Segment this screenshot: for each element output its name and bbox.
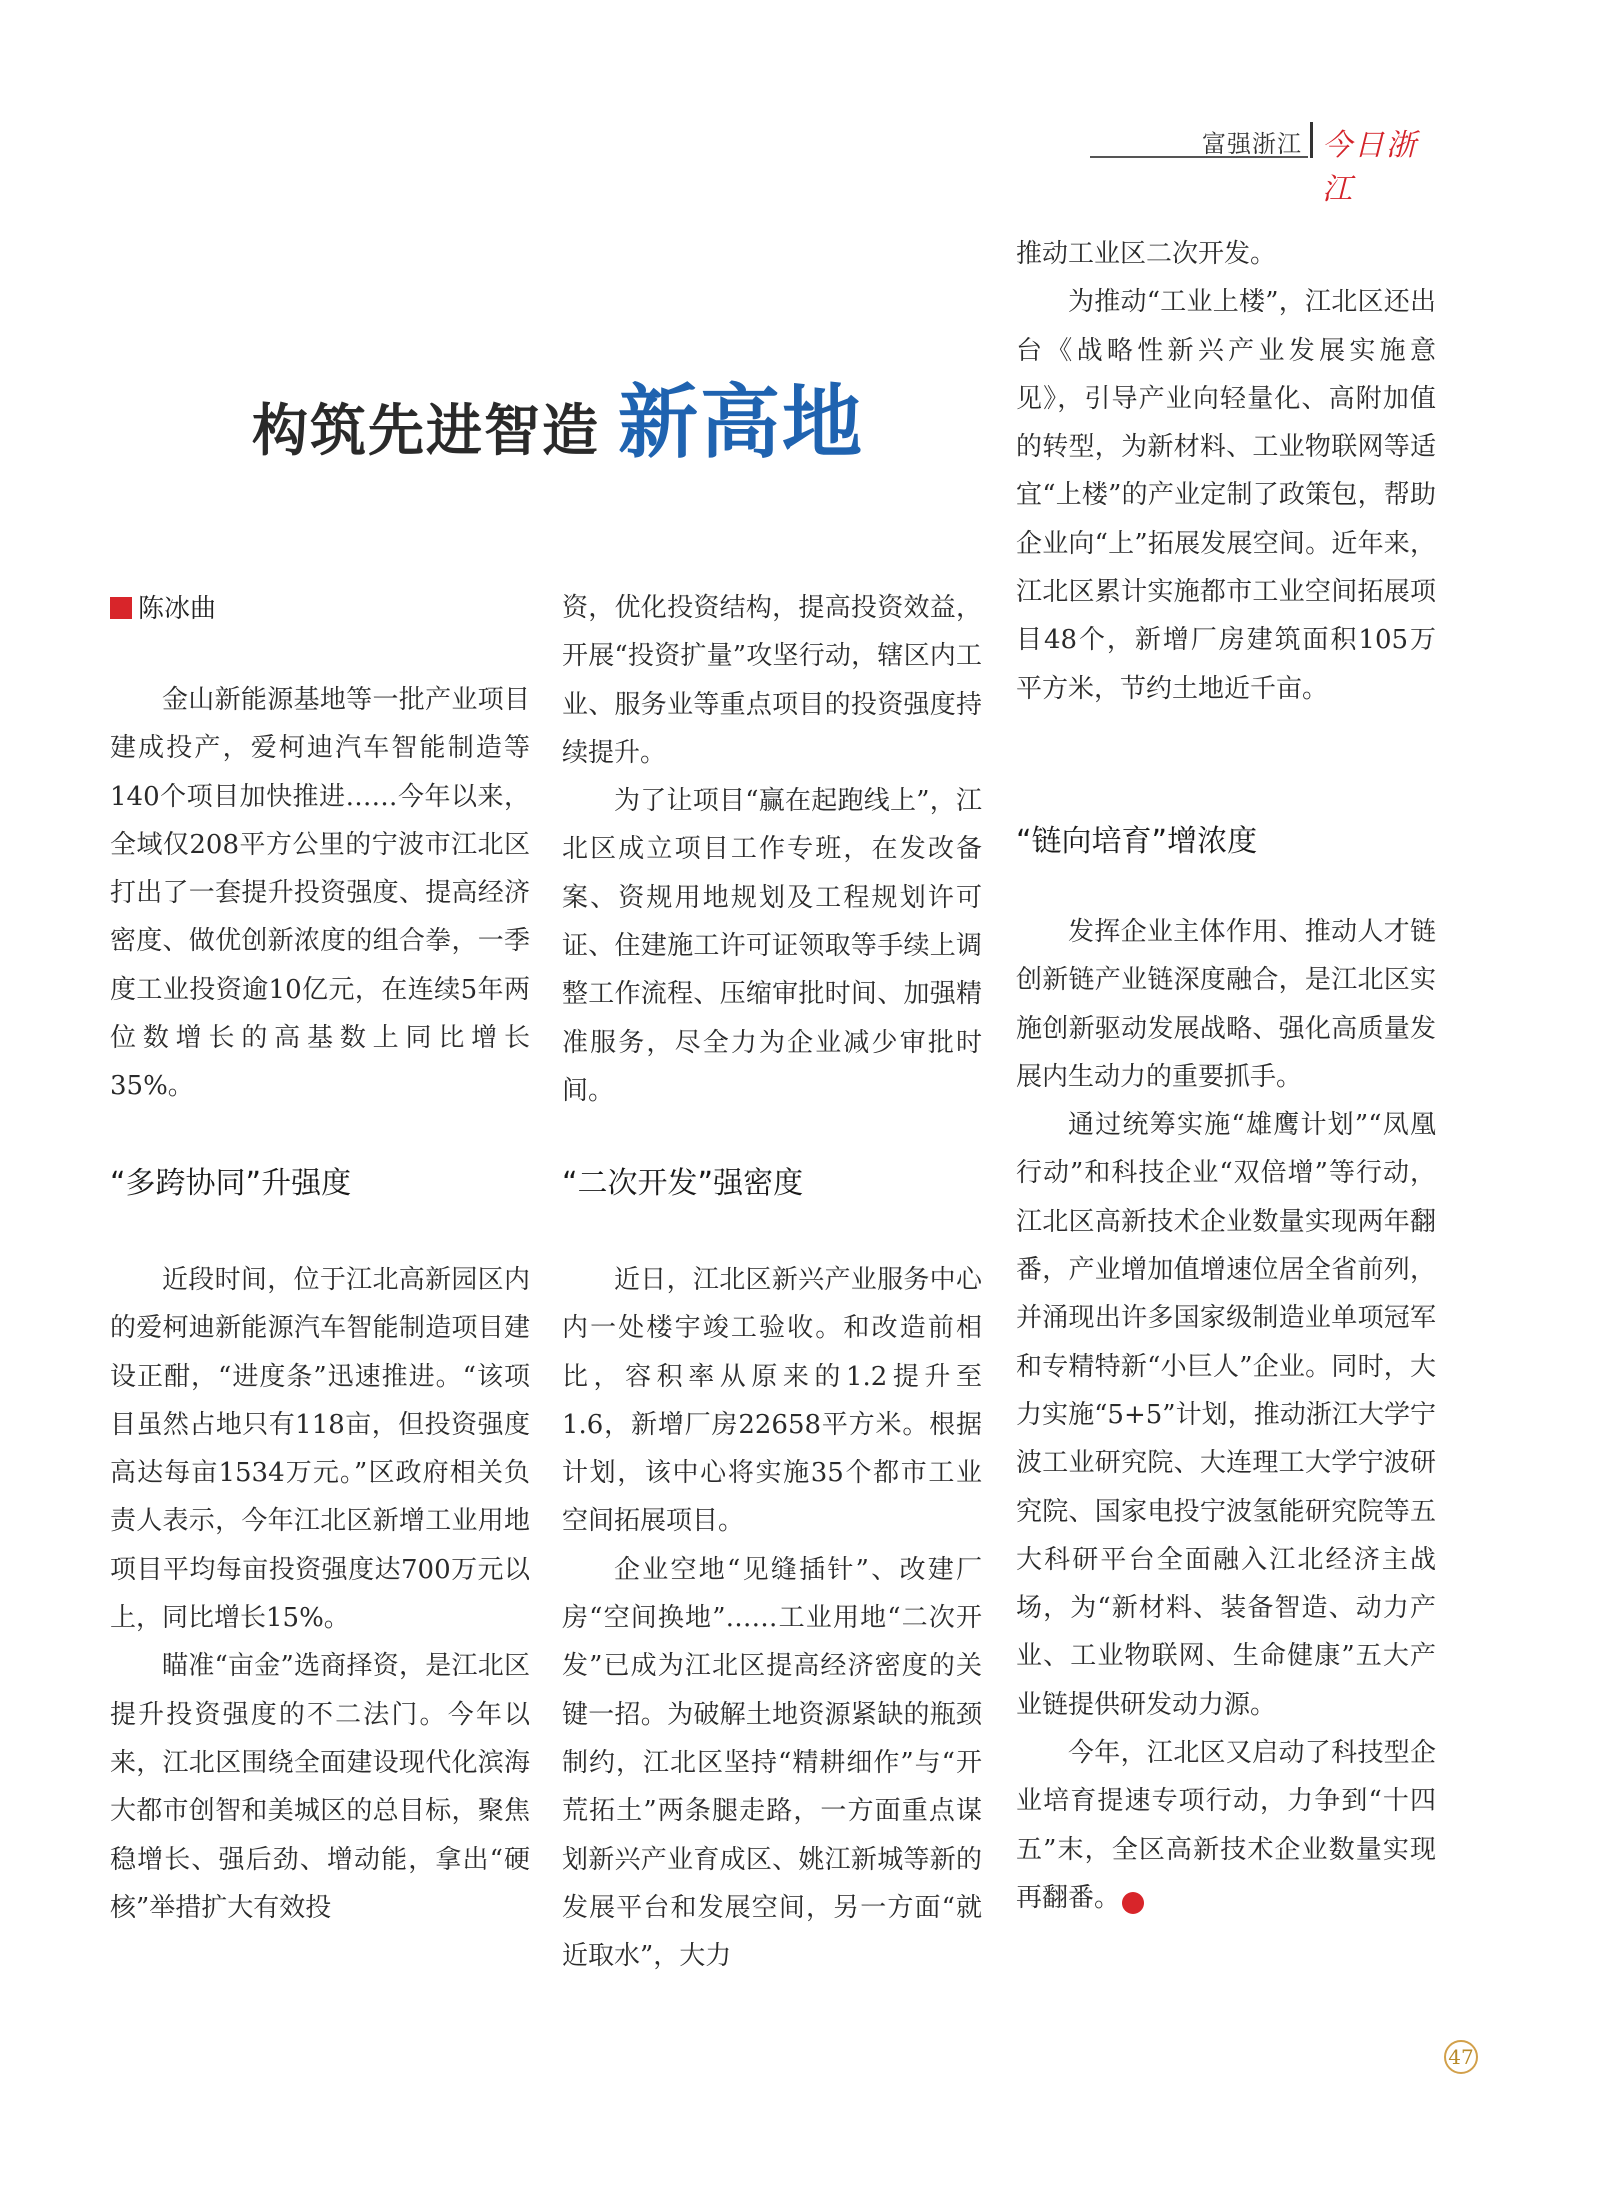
paragraph: 推动工业区二次开发。 [1016,239,1277,269]
paragraph: 瞄准“亩金”选商择资，是江北区提升投资强度的不二法门。今年以来，江北区围绕全面建设现代化滨海大都市创智和美城区的总目标，聚焦稳增长、强后劲、增动能，拿出“硬核”举措扩大有效投 [110,1651,530,1923]
paragraph: 企业空地“见缝插针”、改建厂房“空间换地”……工业用地“二次开发”已成为江北区提高经济密度的关键一招。为破解土地资源紧缺的瓶颈制约，江北区坚持“精耕细作”与“开荒拓土”两条腿走路，一方面重点谋划新兴产业育成区、姚江新城等新的发展平台和发展空间，另一方面“就近取水”，大力 [562,1554,982,1972]
paragraph: 为推动“工业上楼”，江北区还出台《战略性新兴产业发展实施意见》，引导产业向轻量化、高附加值的转型，为新材料、工业物联网等适宜“上楼”的产业定制了政策包，帮助企业向“上”拓展发展空间。近年来，江北区累计实施都市工业空间拓展项目48个，新增厂房建筑面积105万平方米，节约土地近千亩。 [1016,287,1436,704]
title-part1: 构筑先进智造 [252,398,600,464]
paragraph: 发挥企业主体作用、推动人才链创新链产业链深度融合，是江北区实施创新驱动发展战略、强化高质量发展内生动力的重要抓手。 [1016,917,1436,1092]
red-square-icon [110,597,132,619]
paragraph [1016,1729,1436,1922]
column-2-body [562,1256,982,1980]
column-1-body [110,1256,530,1932]
paragraph: 金山新能源基地等一批产业项目建成投产，爱柯迪汽车智能制造等140个项目加快推进……今年以来，全域仅208平方公里的宁波市江北区打出了一套提升投资强度、提高经济密度、做优创新浓度的组合拳，一季度工业投资逾10亿元，在连续5年两位数增长的高基数上同比增长35%。 [110,685,530,1102]
end-mark-icon: 今 [1122,1892,1144,1914]
section-heading-1: “多跨协同”升强度 [110,1166,352,1201]
header-divider [1310,122,1313,158]
column-3-body [1016,908,1436,1922]
section-heading-2: “二次开发”强密度 [562,1166,804,1201]
page-number: 47 [1444,2040,1478,2074]
paragraph: 近段时间，位于江北高新园区内的爱柯迪新能源汽车智能制造项目建设正酣，“进度条”迅速推进。“该项目虽然占地只有118亩，但投资强度高达每亩1534万元。”区政府相关负责人表示，今年江北区新增工业用地项目平均每亩投资强度达700万元以上，同比增长15%。 [110,1265,530,1634]
page-header [1090,120,1440,207]
title-part2: 新高地 [618,376,864,469]
column-1-intro [110,676,530,1111]
paragraph: 近日，江北区新兴产业服务中心内一处楼宇竣工验收。和改造前相比，容积率从原来的1.2提升至1.6，新增厂房22658平方米。根据计划，该中心将实施35个都市工业空间拓展项目。 [562,1265,982,1537]
paragraph: 通过统筹实施“雄鹰计划”“凤凰行动”和科技企业“双倍增”等行动，江北区高新技术企业数量实现两年翻番，产业增加值增速位居全省前列，并涌现出许多国家级制造业单项冠军和专精特新“小巨人”企业。同时，大力实施“5+5”计划，推动浙江大学宁波工业研究院、大连理工大学宁波研究院、国家电投宁波氢能研究院等五大科研平台全面融入江北经济主战场，为“新材料、装备智造、动力产业、工业物联网、生命健康”五大产业链提供研发动力源。 [1016,1110,1436,1720]
article-title [252,358,864,473]
column-2-top [562,584,982,1115]
paragraph-text: 今年，江北区又启动了科技型企业培育提速专项行动，力争到“十四五”末，全区高新技术企业数量实现再翻番。 [1016,1738,1436,1913]
section-heading-3: “链向培育”增浓度 [1016,824,1258,859]
column-3-top [1016,230,1436,713]
paragraph: 资，优化投资结构，提高投资效益，开展“投资扩量”攻坚行动，辖区内工业、服务业等重点项目的投资强度持续提升。 [562,593,982,768]
magazine-logo: 今日浙江 [1322,128,1418,207]
author-name: 陈冰曲 [138,594,217,624]
section-name: 富强浙江 [1202,130,1302,158]
paragraph: 为了让项目“赢在起跑线上”，江北区成立项目工作专班，在发改备案、资规用地规划及工程规划许可证、住建施工许可证领取等手续上调整工作流程、压缩审批时间、加强精准服务，尽全力为企业减少审批时间。 [562,786,982,1106]
author-byline [110,588,216,625]
